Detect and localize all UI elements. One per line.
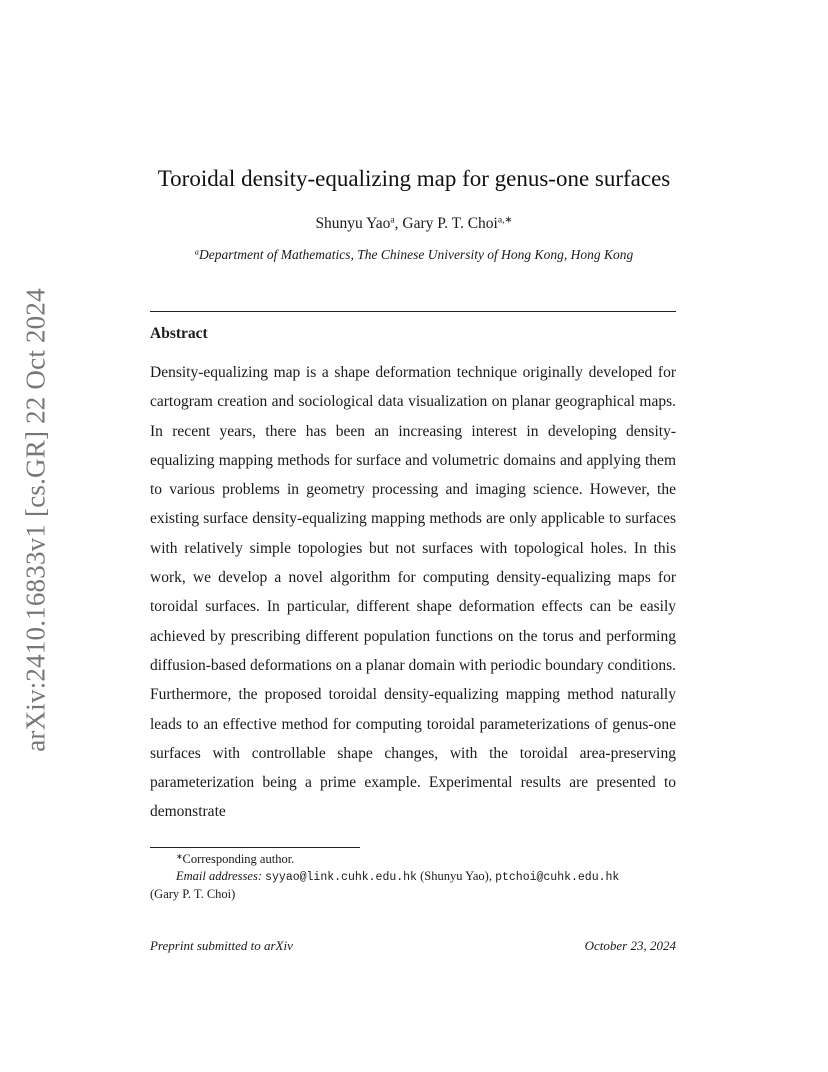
email-line bbox=[150, 868, 676, 886]
footnotes bbox=[150, 851, 676, 903]
author-name: Gary P. T. Choi bbox=[402, 215, 498, 232]
abstract-text: Density-equalizing map is a shape deformation technique originally developed for cartogram creation and sociological data visualization on planar geographical maps. In recent years, there has been an increasing interest in developing density-equalizing mapping methods for surface and volumetric domains and applying them to various problems in geometry processing and imaging science. However, the existing surface density-equalizing mapping methods are only applicable to surfaces with relatively simple topologies but not surfaces with topological holes. In this work, we develop a novel algorithm for computing density-equalizing maps for toroidal surfaces. In particular, different shape deformation effects can be easily achieved by prescribing different population functions on the torus and performing diffusion-based deformations on a planar domain with periodic boundary conditions. Furthermore, the proposed toroidal density-equalizing mapping method naturally leads to an effective method for computing toroidal parameterizations of genus-one surfaces with controllable shape changes, with the toroidal area-preserving parameterization being a prime example. Experimental results are presented to demonstrate bbox=[150, 364, 676, 821]
page-footer bbox=[150, 938, 676, 954]
corresponding-text: Corresponding author. bbox=[182, 852, 295, 866]
email-link-yao[interactable]: syyao@link.cuhk.edu.hk bbox=[265, 871, 417, 884]
email-link-choi[interactable]: ptchoi@cuhk.edu.hk bbox=[495, 871, 620, 884]
abstract-top-rule bbox=[150, 311, 676, 312]
affiliation-text: Department of Mathematics, The Chinese University of Hong Kong, Hong Kong bbox=[198, 247, 634, 262]
arxiv-identifier-text: arXiv:2410.16833v1 [cs.GR] 22 Oct 2024 bbox=[20, 288, 51, 752]
corresponding-author-note bbox=[150, 851, 676, 868]
footer-date: October 23, 2024 bbox=[584, 938, 676, 953]
corresponding-mark: ∗ bbox=[176, 851, 183, 861]
author-mark: a,∗ bbox=[497, 214, 513, 226]
affiliation bbox=[0, 247, 828, 263]
abstract-heading: Abstract bbox=[150, 325, 208, 342]
author-list bbox=[0, 215, 828, 233]
footer-preprint-note: Preprint submitted to arXiv bbox=[150, 938, 293, 953]
author-name: Shunyu Yao bbox=[315, 215, 391, 232]
author-mark: a bbox=[390, 214, 395, 226]
email-label: Email addresses: bbox=[176, 869, 262, 883]
author-separator: , bbox=[394, 215, 403, 232]
footnote-rule bbox=[150, 847, 360, 848]
affiliation-mark: a bbox=[194, 247, 199, 257]
email-owner-yao: (Shunyu Yao), bbox=[420, 869, 492, 883]
email-owner-choi: (Gary P. T. Choi) bbox=[150, 887, 236, 901]
paper-title: Toroidal density-equalizing map for genus-one surfaces bbox=[157, 166, 671, 191]
